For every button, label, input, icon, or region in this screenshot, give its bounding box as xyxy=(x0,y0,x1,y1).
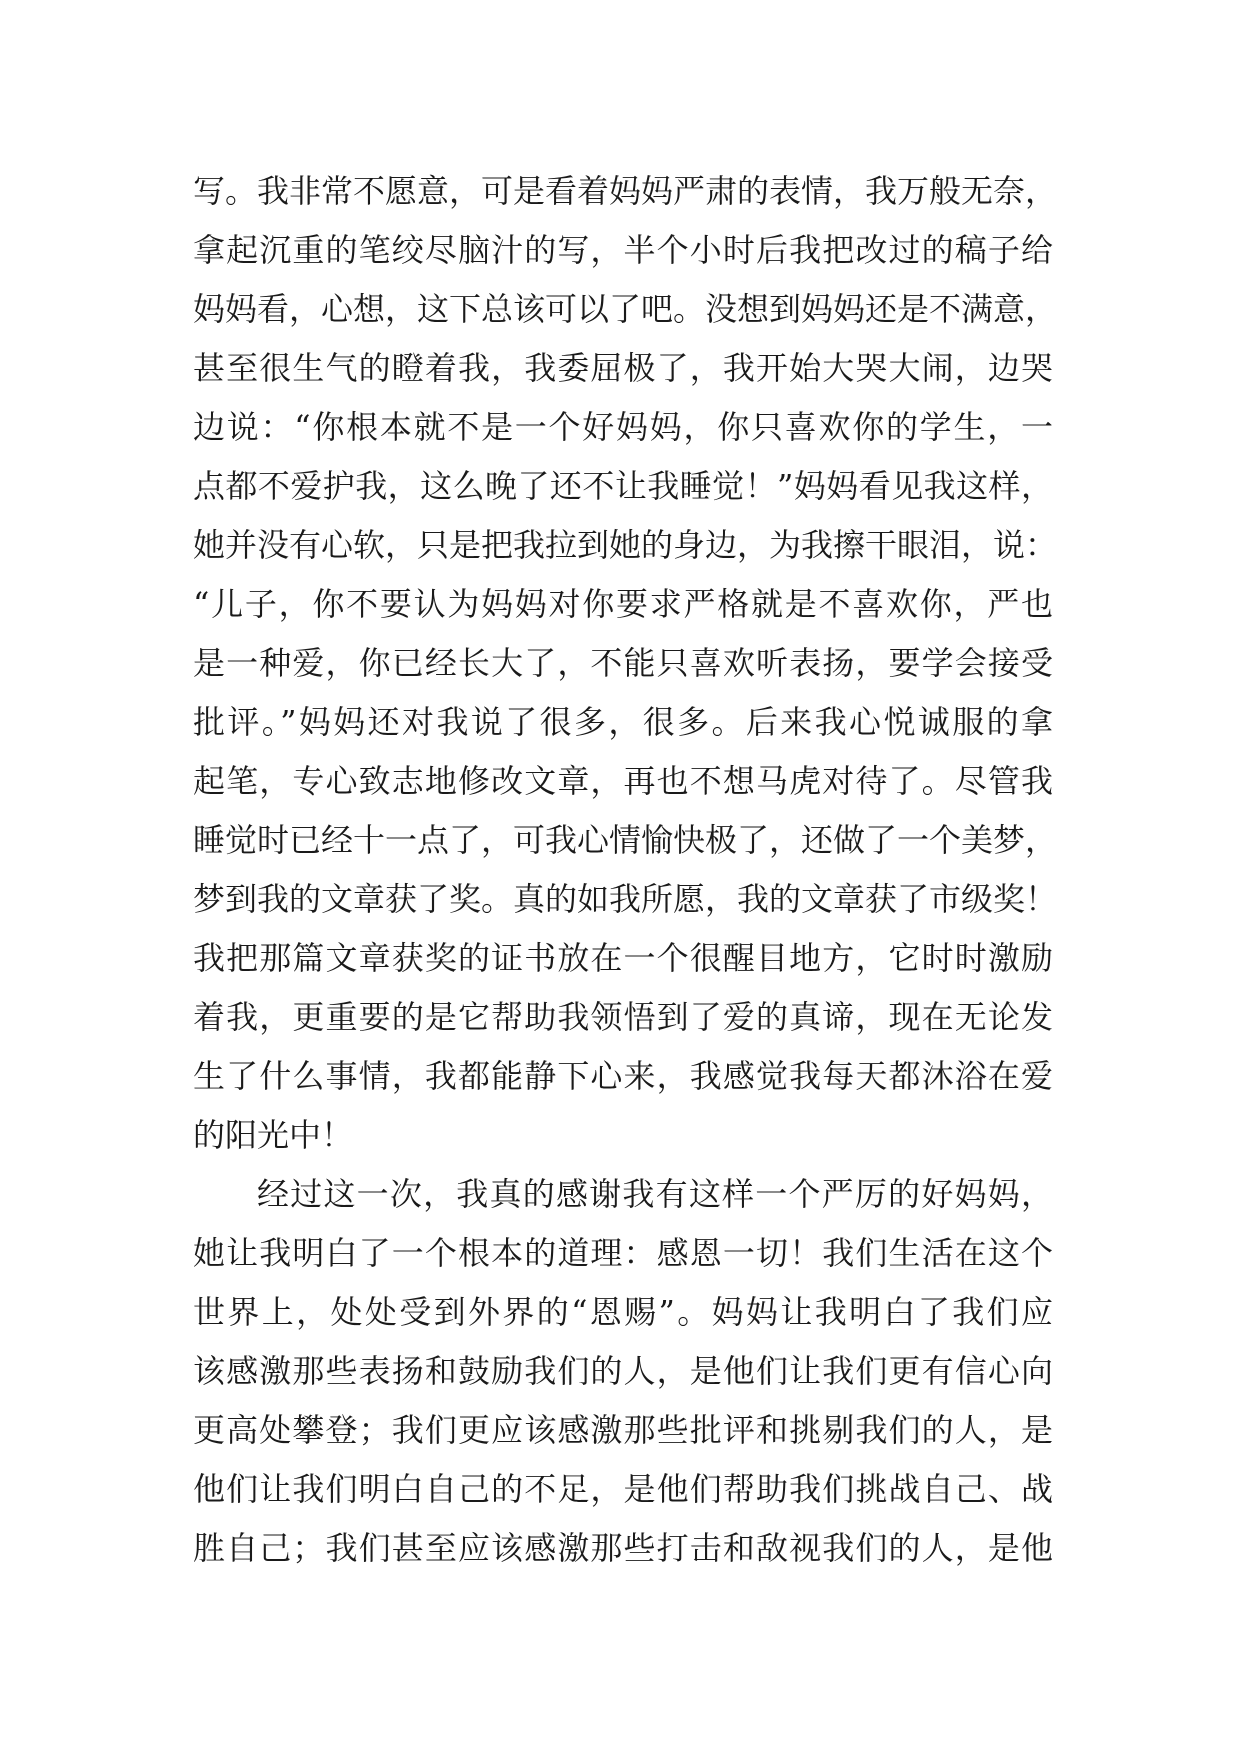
text-line: 梦到我的文章获了奖。真的如我所愿，我的文章获了市级奖！ xyxy=(193,880,1058,918)
text-line: 妈妈看，心想，这下总该可以了吧。没想到妈妈还是不满意， xyxy=(193,290,1058,328)
text-line: 边说：“你根本就不是一个好妈妈，你只喜欢你的学生，一 xyxy=(193,408,1053,446)
text-line: 是一种爱，你已经长大了，不能只喜欢听表扬，要学会接受 xyxy=(193,644,1053,682)
text-line: 世界上，处处受到外界的“恩赐”。妈妈让我明白了我们应 xyxy=(193,1293,1053,1331)
text-line: 她让我明白了一个根本的道理：感恩一切！我们生活在这个 xyxy=(193,1234,1053,1272)
text-line: 生了什么事情，我都能静下心来，我感觉我每天都沐浴在爱 xyxy=(193,1057,1053,1095)
text-line: “儿子，你不要认为妈妈对你要求严格就是不喜欢你，严也 xyxy=(193,585,1053,623)
text-line: 经过这一次，我真的感谢我有这样一个严厉的好妈妈， xyxy=(257,1175,1053,1213)
text-line: 甚至很生气的瞪着我，我委屈极了，我开始大哭大闹，边哭 xyxy=(193,349,1053,387)
text-line: 我把那篇文章获奖的证书放在一个很醒目地方，它时时激励 xyxy=(193,939,1053,977)
text-line: 着我，更重要的是它帮助我领悟到了爱的真谛，现在无论发 xyxy=(193,998,1053,1036)
text-line: 更高处攀登；我们更应该感激那些批评和挑剔我们的人，是 xyxy=(193,1411,1053,1449)
text-line: 点都不爱护我，这么晚了还不让我睡觉！”妈妈看见我这样， xyxy=(193,467,1053,505)
text-line: 批评。”妈妈还对我说了很多，很多。后来我心悦诚服的拿 xyxy=(193,703,1053,741)
text-line: 该感激那些表扬和鼓励我们的人，是他们让我们更有信心向 xyxy=(193,1352,1053,1390)
text-line: 她并没有心软，只是把我拉到她的身边，为我擦干眼泪，说： xyxy=(193,526,1058,564)
text-line: 拿起沉重的笔绞尽脑汁的写，半个小时后我把改过的稿子给 xyxy=(193,231,1053,269)
text-line: 写。我非常不愿意，可是看着妈妈严肃的表情，我万般无奈， xyxy=(193,172,1058,210)
text-line: 起笔，专心致志地修改文章，再也不想马虎对待了。尽管我 xyxy=(193,762,1053,800)
text-line: 胜自己；我们甚至应该感激那些打击和敌视我们的人，是他 xyxy=(193,1529,1053,1567)
text-line: 他们让我们明白自己的不足，是他们帮助我们挑战自己、战 xyxy=(193,1470,1053,1508)
text-line: 的阳光中！ xyxy=(193,1116,354,1154)
body-text xyxy=(193,162,1058,1578)
text-line: 睡觉时已经十一点了，可我心情愉快极了，还做了一个美梦， xyxy=(193,821,1058,859)
